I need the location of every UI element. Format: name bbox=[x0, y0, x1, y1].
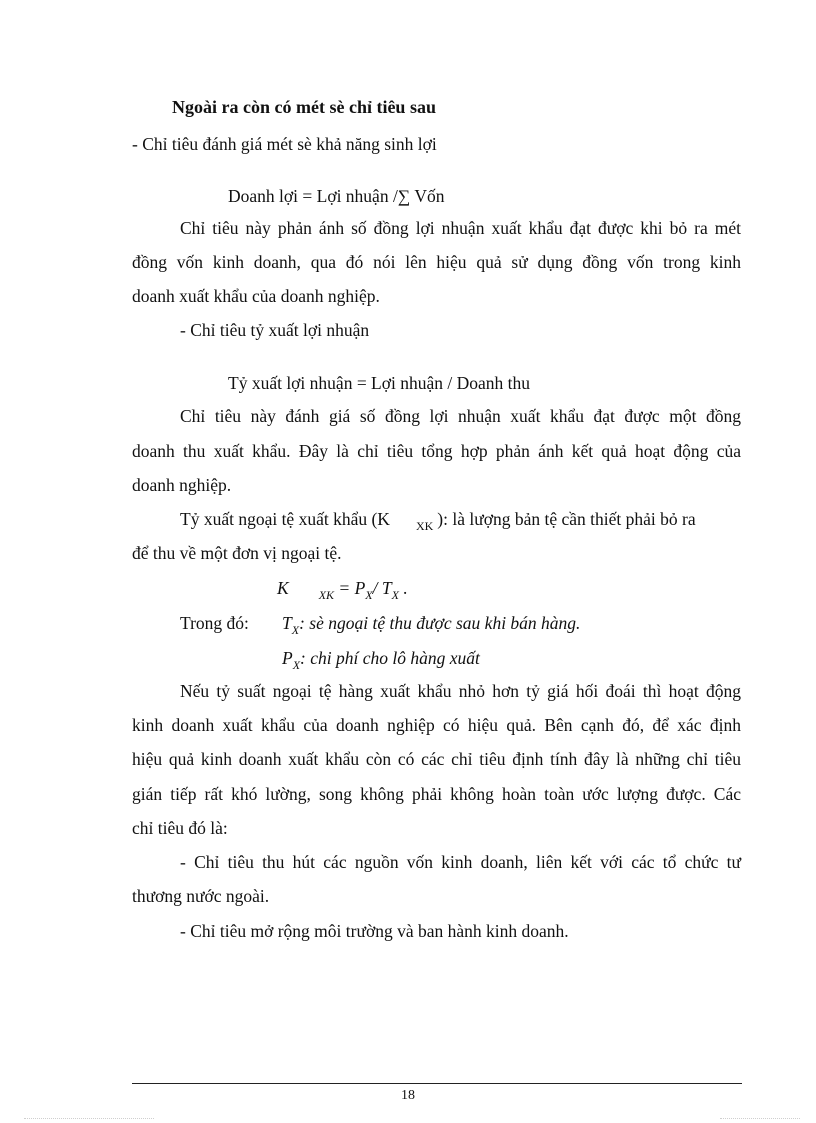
paragraph-line: Chỉ tiêu này phản ánh số đồng lợi nhuận xuất khẩu đạt được khi bỏ ra mét bbox=[180, 218, 741, 238]
where-def-t bbox=[282, 612, 580, 636]
paragraph-line bbox=[180, 508, 741, 532]
list-item-profitability: - Chỉ tiêu đánh giá mét sè khả năng sinh lợi bbox=[132, 134, 437, 154]
paragraph-line: doanh xuất khẩu của doanh nghiệp. bbox=[132, 286, 380, 306]
def-text: : chi phí cho lô hàng xuất bbox=[300, 648, 480, 668]
formula-kxk bbox=[277, 577, 408, 601]
list-item-capital: - Chỉ tiêu thu hút các nguồn vốn kinh doanh, liên kết với các tổ chức tư bbox=[180, 852, 741, 872]
subscript: XK bbox=[415, 519, 434, 533]
list-item-environment: - Chỉ tiêu mở rộng môi trường và ban hành kinh doanh. bbox=[180, 921, 569, 941]
paragraph-line: Nếu tỷ suất ngoại tệ hàng xuất khẩu nhỏ hơn tỷ giá hối đoái thì hoạt động bbox=[180, 681, 741, 701]
paragraph-line: kinh doanh xuất khẩu của doanh nghiệp có hiệu quả. Bên cạnh đó, để xác định bbox=[132, 715, 741, 735]
page-edge-dots bbox=[720, 1118, 800, 1120]
footer-rule bbox=[132, 1083, 742, 1084]
paragraph-line: gián tiếp rất khó lường, song không phải không hoàn toàn ước lượng được. Các bbox=[132, 784, 741, 804]
var-t: T bbox=[282, 613, 292, 633]
formula-profit-ratio: Tỷ xuất lợi nhuận = Lợi nhuận / Doanh thu bbox=[228, 373, 531, 393]
page-edge-dots bbox=[24, 1118, 154, 1120]
subscript: XK bbox=[318, 588, 335, 602]
where-def-p bbox=[282, 647, 480, 671]
formula-end: . bbox=[398, 578, 408, 598]
where-label: Trong đó: bbox=[180, 613, 249, 633]
paragraph-line: Chỉ tiêu này đánh giá số đồng lợi nhuận xuất khẩu đạt được một đồng bbox=[180, 406, 741, 426]
paragraph-line: đồng vốn kinh doanh, qua đó nói lên hiệu quả sử dụng đồng vốn trong kinh bbox=[132, 252, 741, 272]
formula-div: / T bbox=[372, 578, 392, 598]
paragraph-line: doanh thu xuất khẩu. Đây là chỉ tiêu tổng hợp phản ánh kết quả hoạt động của bbox=[132, 441, 741, 461]
paragraph-line: doanh nghiệp. bbox=[132, 475, 232, 495]
subscript: X bbox=[365, 588, 373, 602]
section-heading: Ngoài ra còn có mét sè chỉ tiêu sau bbox=[172, 97, 436, 117]
paragraph-line: để thu về một đơn vị ngoại tệ. bbox=[132, 543, 342, 563]
text-segment: ): là lượng bản tệ cần thiết phải bỏ ra bbox=[437, 509, 696, 529]
subscript: X bbox=[292, 658, 301, 672]
text-segment: Tỷ xuất ngoại tệ xuất khẩu (K bbox=[180, 509, 390, 529]
paragraph-line: chỉ tiêu đó là: bbox=[132, 818, 228, 838]
def-text: : sè ngoại tệ thu được sau khi bán hàng. bbox=[299, 613, 581, 633]
formula-eq: = P bbox=[334, 578, 366, 598]
subscript: X bbox=[291, 623, 300, 637]
list-item-profit-ratio: - Chỉ tiêu tỷ xuất lợi nhuận bbox=[180, 320, 370, 340]
var-k: K bbox=[277, 578, 289, 598]
subscript: X bbox=[391, 588, 399, 602]
page-number: 18 bbox=[401, 1088, 415, 1103]
var-p: P bbox=[282, 648, 293, 668]
paragraph-line: hiệu quả kinh doanh xuất khẩu còn có các chỉ tiêu định tính đây là những chỉ tiêu bbox=[132, 749, 741, 769]
formula-doanh-loi: Doanh lợi = Lợi nhuận /∑ Vốn bbox=[228, 186, 445, 206]
paragraph-line: thương nước ngoài. bbox=[132, 886, 270, 906]
